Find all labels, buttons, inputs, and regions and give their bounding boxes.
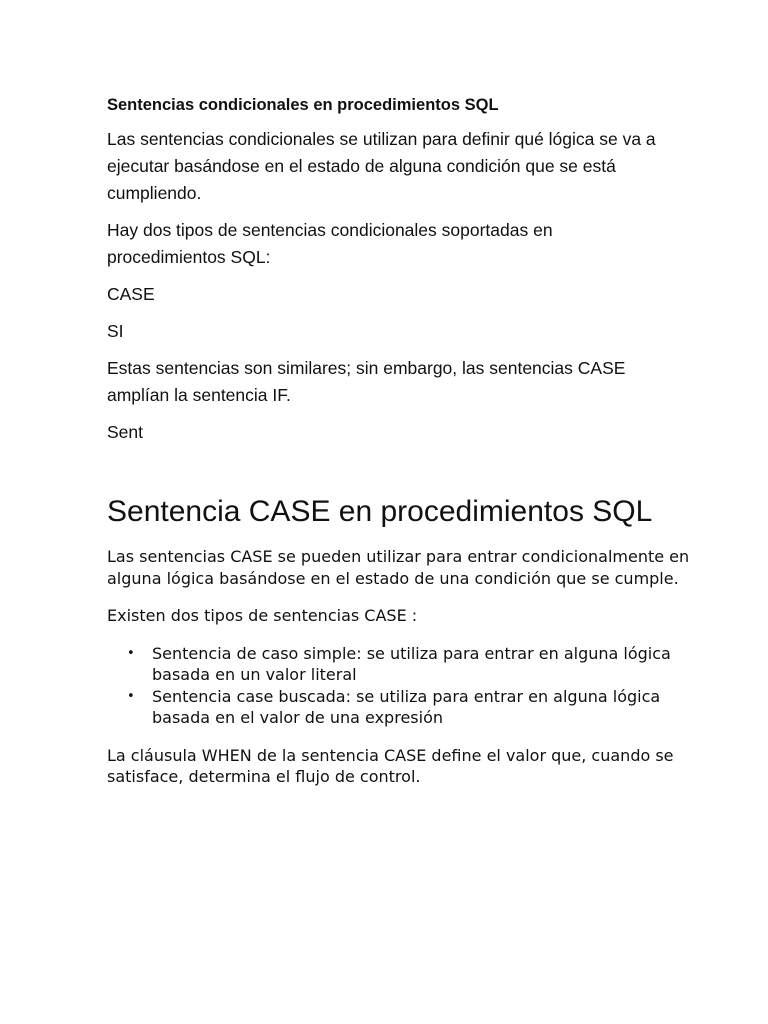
section-case-statement xyxy=(107,494,697,804)
list-item-text: Sentencia de caso simple: se utiliza para entrar en alguna lógica basada en un valor literal xyxy=(152,643,671,684)
paragraph-definition: Las sentencias condicionales se utilizan para definir qué lógica se va a ejecutar basándose en el estado de alguna condición que se está cumpliendo. xyxy=(107,129,656,203)
list-item-text: Sentencia case buscada: se utiliza para entrar en alguna lógica basada en el valor de una expresión xyxy=(152,686,661,727)
paragraph-similar: Estas sentencias son similares; sin embargo, las sentencias CASE amplían la sentencia IF. xyxy=(107,358,626,405)
case-heading: Sentencia CASE en procedimientos SQL xyxy=(107,495,653,528)
paragraph-si: SI xyxy=(107,321,124,341)
paragraph-case-intro: Las sentencias CASE se pueden utilizar para entrar condicionalmente en alguna lógica basándose en el estado de una condición que se cumple. xyxy=(107,547,690,588)
list-item xyxy=(107,643,697,686)
paragraph-sent: Sent xyxy=(107,422,143,442)
bullet-icon: • xyxy=(127,645,135,661)
bullet-icon: • xyxy=(127,688,135,704)
paragraph-case-types: Existen dos tipos de sentencias CASE : xyxy=(107,606,418,625)
paragraph-types: Hay dos tipos de sentencias condicionales soportadas en procedimientos SQL: xyxy=(107,220,553,267)
section-title: Sentencias condicionales en procedimientos SQL xyxy=(107,96,499,114)
paragraph-case: CASE xyxy=(107,284,155,304)
section-conditional-statements xyxy=(107,94,667,456)
list-item xyxy=(107,686,697,729)
paragraph-when-clause: La cláusula WHEN de la sentencia CASE define el valor que, cuando se satisface, determina el flujo de control. xyxy=(107,745,674,786)
case-types-list xyxy=(107,643,697,729)
